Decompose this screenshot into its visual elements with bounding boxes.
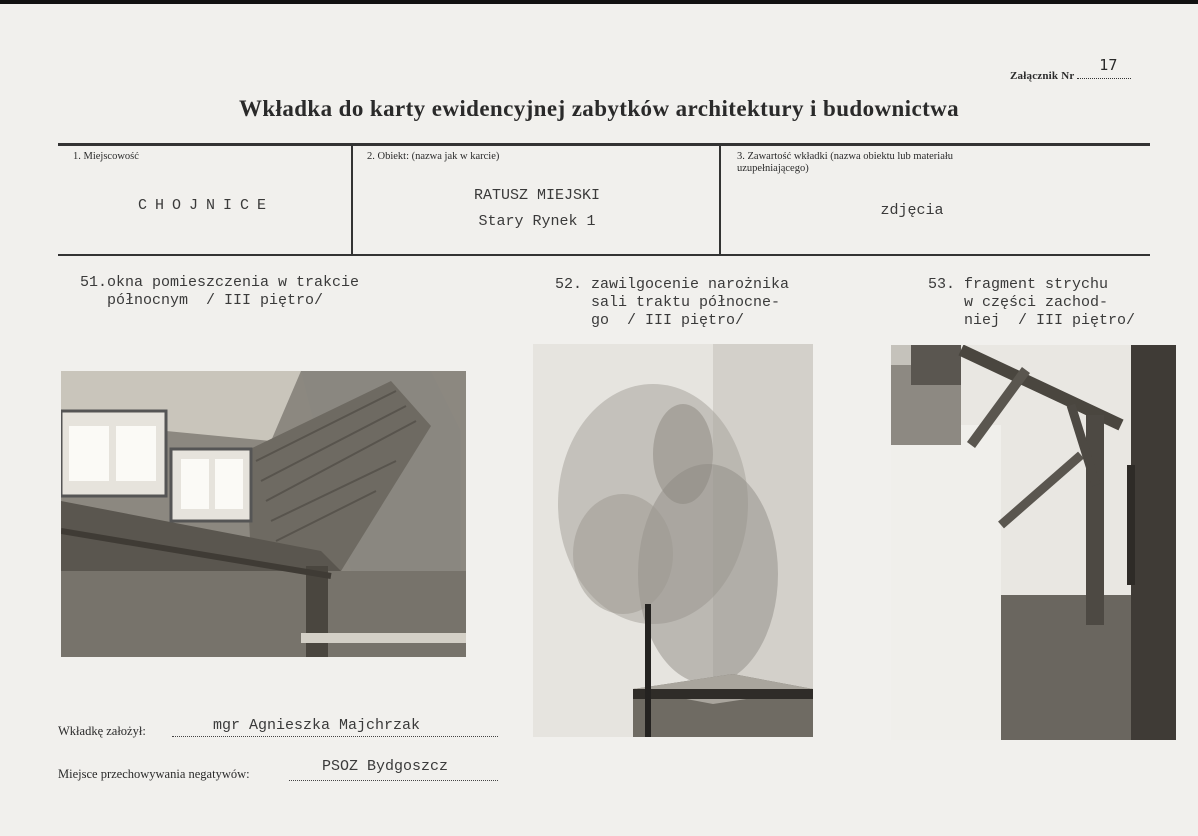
locality-value: CHOJNICE — [137, 197, 274, 214]
photo-51-window-room — [61, 371, 466, 657]
content-label: 3. Zawartość wkładki (nazwa obiektu lub materiału uzupełniającego) — [737, 151, 954, 174]
object-name: RATUSZ MIEJSKI — [473, 187, 601, 204]
object-label: 2. Obiekt: (nazwa jak w karcie) — [367, 151, 500, 162]
content-value: zdjęcia — [880, 202, 944, 219]
author-value: mgr Agnieszka Majchrzak — [213, 717, 421, 734]
photo-caption-51: 51.okna pomieszczenia w trakcie północnym / III piętro/ — [80, 274, 360, 309]
object-value — [354, 183, 720, 235]
photo-52-damp-corner — [533, 344, 813, 737]
storage-label: Miejsce przechowywania negatywów: — [58, 767, 250, 781]
attachment-number — [1010, 56, 1131, 82]
form-bottom-rule — [58, 254, 1150, 256]
attachment-number-line — [1077, 56, 1131, 79]
photo-caption-53: 53. fragment strychu w części zachod- niej / III piętro/ — [928, 276, 1136, 329]
author-label: Wkładkę założył: — [58, 724, 146, 738]
page-title: Wkładka do karty ewidencyjnej zabytków architektury i budownictwa — [238, 96, 960, 121]
photo-caption-52: 52. zawilgocenie narożnika sali traktu północne- go / III piętro/ — [555, 276, 790, 329]
locality-label: 1. Miejscowość — [73, 151, 139, 162]
attachment-label: Załącznik Nr — [1010, 70, 1075, 82]
storage-value: PSOZ Bydgoszcz — [322, 758, 449, 775]
form-top-rule — [58, 143, 1150, 146]
object-address: Stary Rynek 1 — [478, 213, 596, 230]
photo-51-image — [61, 371, 466, 657]
photo-53-attic-fragment — [891, 345, 1176, 740]
attachment-number-value: 17 — [1099, 56, 1118, 74]
photo-52-image — [533, 344, 813, 737]
photo-53-image — [891, 345, 1176, 740]
top-border — [0, 0, 1198, 4]
